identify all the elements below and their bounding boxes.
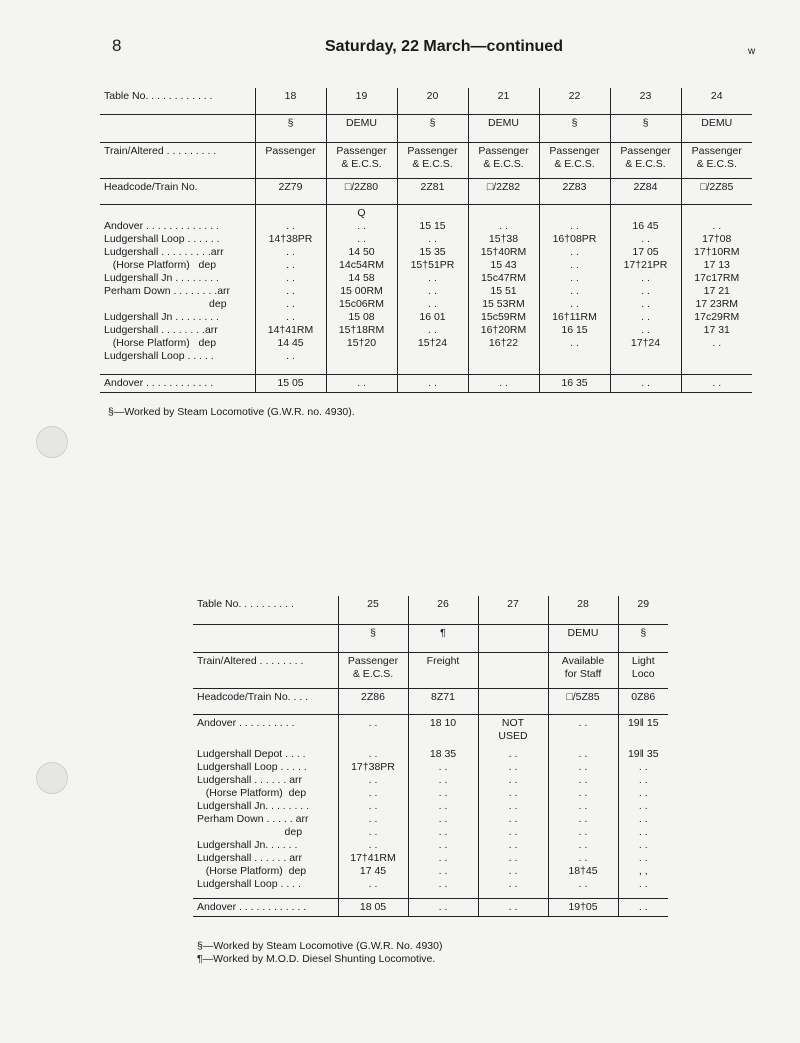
row-table-no: [193, 596, 668, 624]
cell: . . 14†38PR . . . . . . . . . . . . 14†41RM 14 45 . .: [255, 204, 326, 374]
cell: DEMU: [326, 114, 397, 142]
footnote-table1: [108, 406, 355, 419]
row-label: [100, 114, 255, 142]
cell: . .: [548, 714, 618, 746]
cell: 18 05: [338, 898, 408, 916]
cell: 20: [397, 88, 468, 114]
row-label: Train/Altered . . . . . . . .: [193, 652, 338, 688]
cell: 8Z71: [408, 688, 478, 714]
row-symbol: [193, 624, 668, 652]
cell: ¶: [408, 624, 478, 652]
row-headcode: [100, 178, 752, 204]
cell: Passenger & E.C.S.: [681, 142, 752, 178]
cell: Passenger & E.C.S.: [610, 142, 681, 178]
cell: 27: [478, 596, 548, 624]
cell: 28: [548, 596, 618, 624]
cell: §: [397, 114, 468, 142]
cell: 19†05: [548, 898, 618, 916]
row-label: Ludgershall Depot . . . . Ludgershall Loop . . . . . Ludgershall . . . . . . arr (Horse Platform) dep Ludgershall Jn. . . . . . . . Perham Down . . . . . arr dep Ludgershall Jn. . . . . . Ludgershall . . . . . . arr (Horse Platform) dep Ludgershall Loop . . . .: [197, 748, 310, 890]
cell: Passenger & E.C.S.: [468, 142, 539, 178]
punch-hole-top: [36, 426, 68, 458]
cell: Available for Staff: [548, 652, 618, 688]
footnote-diesel: ¶—Worked by M.O.D. Diesel Shunting Locomotive.: [197, 953, 436, 965]
row-label: Train/Altered . . . . . . . . .: [100, 142, 255, 178]
cell: Passenger & E.C.S.: [539, 142, 610, 178]
page-title: Saturday, 22 March—continued: [325, 38, 563, 55]
cell: 23: [610, 88, 681, 114]
punch-hole-bottom: [36, 762, 68, 794]
cell: 24: [681, 88, 752, 114]
cell: □/5Z85: [548, 688, 618, 714]
cell: . .: [618, 898, 668, 916]
cell: . . 15†38 15†40RM 15 43 15c47RM 15 51 15 53RM 15c59RM 16†20RM 16†22: [468, 204, 539, 374]
cell: NOT USED: [478, 714, 548, 746]
cell: 19‖ 35 . . . . . . . . . . . . . . . . , , . .: [618, 746, 668, 898]
cell: . . 17†08 17†10RM 17 13 17c17RM 17 21 17 23RM 17c29RM 17 31 . .: [681, 204, 752, 374]
cell: □/2Z85: [681, 178, 752, 204]
cell: . . 17†38PR . . . . . . . . . . . . 17†41RM 17 45 . .: [338, 746, 408, 898]
cell: §: [338, 624, 408, 652]
timetable-18-24: [100, 88, 752, 393]
cell: 2Z79: [255, 178, 326, 204]
cell: 29: [618, 596, 668, 624]
footnote-steam: §—Worked by Steam Locomotive (G.W.R. no. 4930).: [108, 406, 355, 418]
cell: 18: [255, 88, 326, 114]
row-table-no: [100, 88, 752, 114]
cell: 26: [408, 596, 478, 624]
cell: . .: [338, 714, 408, 746]
cell: □/2Z82: [468, 178, 539, 204]
cell: . . 16†08PR . . . . . . . . . . 16†11RM 16 15 . .: [539, 204, 610, 374]
cell: 21: [468, 88, 539, 114]
footnotes-table2: [197, 940, 442, 966]
cell: DEMU: [468, 114, 539, 142]
cell: 18 35 . . . . . . . . . . . . . . . . . . . .: [408, 746, 478, 898]
cell: . . . . . . . . . . . . . . . . . . 18†45 . .: [548, 746, 618, 898]
footnote-steam: §—Worked by Steam Locomotive (G.W.R. No. 4930): [197, 940, 443, 952]
page-number: 8: [112, 36, 122, 55]
cell: . .: [681, 374, 752, 392]
cell: . .: [468, 374, 539, 392]
row-train-altered: [193, 652, 668, 688]
cell: 2Z84: [610, 178, 681, 204]
cell: 16 45 . . 17 05 17†21PR . . . . . . . . . . 17†24: [610, 204, 681, 374]
cell: 16 35: [539, 374, 610, 392]
row-label: Andover . . . . . . . . . . . . . Ludgershall Loop . . . . . . Ludgershall . . . . . . . . .arr (Horse Platform) dep Ludgershall Jn . . . . . . . . Perham Down . . . . . . . .arr dep Ludgershall Jn . . . . . . . . Ludgershall . . . . . . . .arr (Horse Platform) dep Ludgershall Loop . . . . .: [100, 204, 255, 374]
row-times: [100, 204, 752, 374]
cell: §: [610, 114, 681, 142]
cell: . .: [326, 374, 397, 392]
cell: . .: [408, 898, 478, 916]
cell: §: [539, 114, 610, 142]
cell: DEMU: [681, 114, 752, 142]
cell: [478, 688, 548, 714]
cell: 15 15 . . 15 35 15†51PR . . . . . . 16 01 . . 15†24: [397, 204, 468, 374]
cell: . .: [610, 374, 681, 392]
cell: 18 10: [408, 714, 478, 746]
row-label: Headcode/Train No. . . .: [193, 688, 338, 714]
cell: 25: [338, 596, 408, 624]
cell: Passenger & E.C.S.: [397, 142, 468, 178]
corner-mark: w: [748, 46, 756, 57]
cell: Passenger: [255, 142, 326, 178]
cell: 2Z86: [338, 688, 408, 714]
cell: [478, 624, 548, 652]
row-headcode: [193, 688, 668, 714]
cell: Passenger & E.C.S.: [326, 142, 397, 178]
row-times: [193, 746, 668, 898]
cell: 2Z81: [397, 178, 468, 204]
cell: 15 05: [255, 374, 326, 392]
cell: . .: [478, 898, 548, 916]
row-andover-end: [100, 374, 752, 392]
cell: 0Z86: [618, 688, 668, 714]
cell: 19‖ 15: [618, 714, 668, 746]
cell: . . . . . . . . . . . . . . . . . . . . . .: [478, 746, 548, 898]
cell: □/2Z80: [326, 178, 397, 204]
cell: 2Z83: [539, 178, 610, 204]
row-label: [193, 624, 338, 652]
row-label: Table No. . . . . . . . . . . .: [104, 90, 213, 102]
row-label: Headcode/Train No.: [100, 178, 255, 204]
cell: [478, 652, 548, 688]
row-label: Andover . . . . . . . . . .: [193, 714, 338, 746]
row-andover-end: [193, 898, 668, 916]
cell: 19: [326, 88, 397, 114]
cell: §: [618, 624, 668, 652]
row-label: Table No. . . . . . . . . .: [197, 598, 294, 610]
cell: Q . . . . 14 50 14c54RM 14 58 15 00RM 15c06RM 15 08 15†18RM 15†20: [326, 204, 397, 374]
cell: 22: [539, 88, 610, 114]
row-andover: [193, 714, 668, 746]
cell: Light Loco: [618, 652, 668, 688]
row-train-altered: [100, 142, 752, 178]
cell: Freight: [408, 652, 478, 688]
row-symbol: [100, 114, 752, 142]
row-label: Andover . . . . . . . . . . . .: [193, 898, 338, 916]
cell: DEMU: [548, 624, 618, 652]
timetable-25-29: [193, 596, 668, 917]
cell: . .: [397, 374, 468, 392]
row-label: Andover . . . . . . . . . . . .: [100, 374, 255, 392]
cell: §: [255, 114, 326, 142]
cell: Passenger & E.C.S.: [338, 652, 408, 688]
